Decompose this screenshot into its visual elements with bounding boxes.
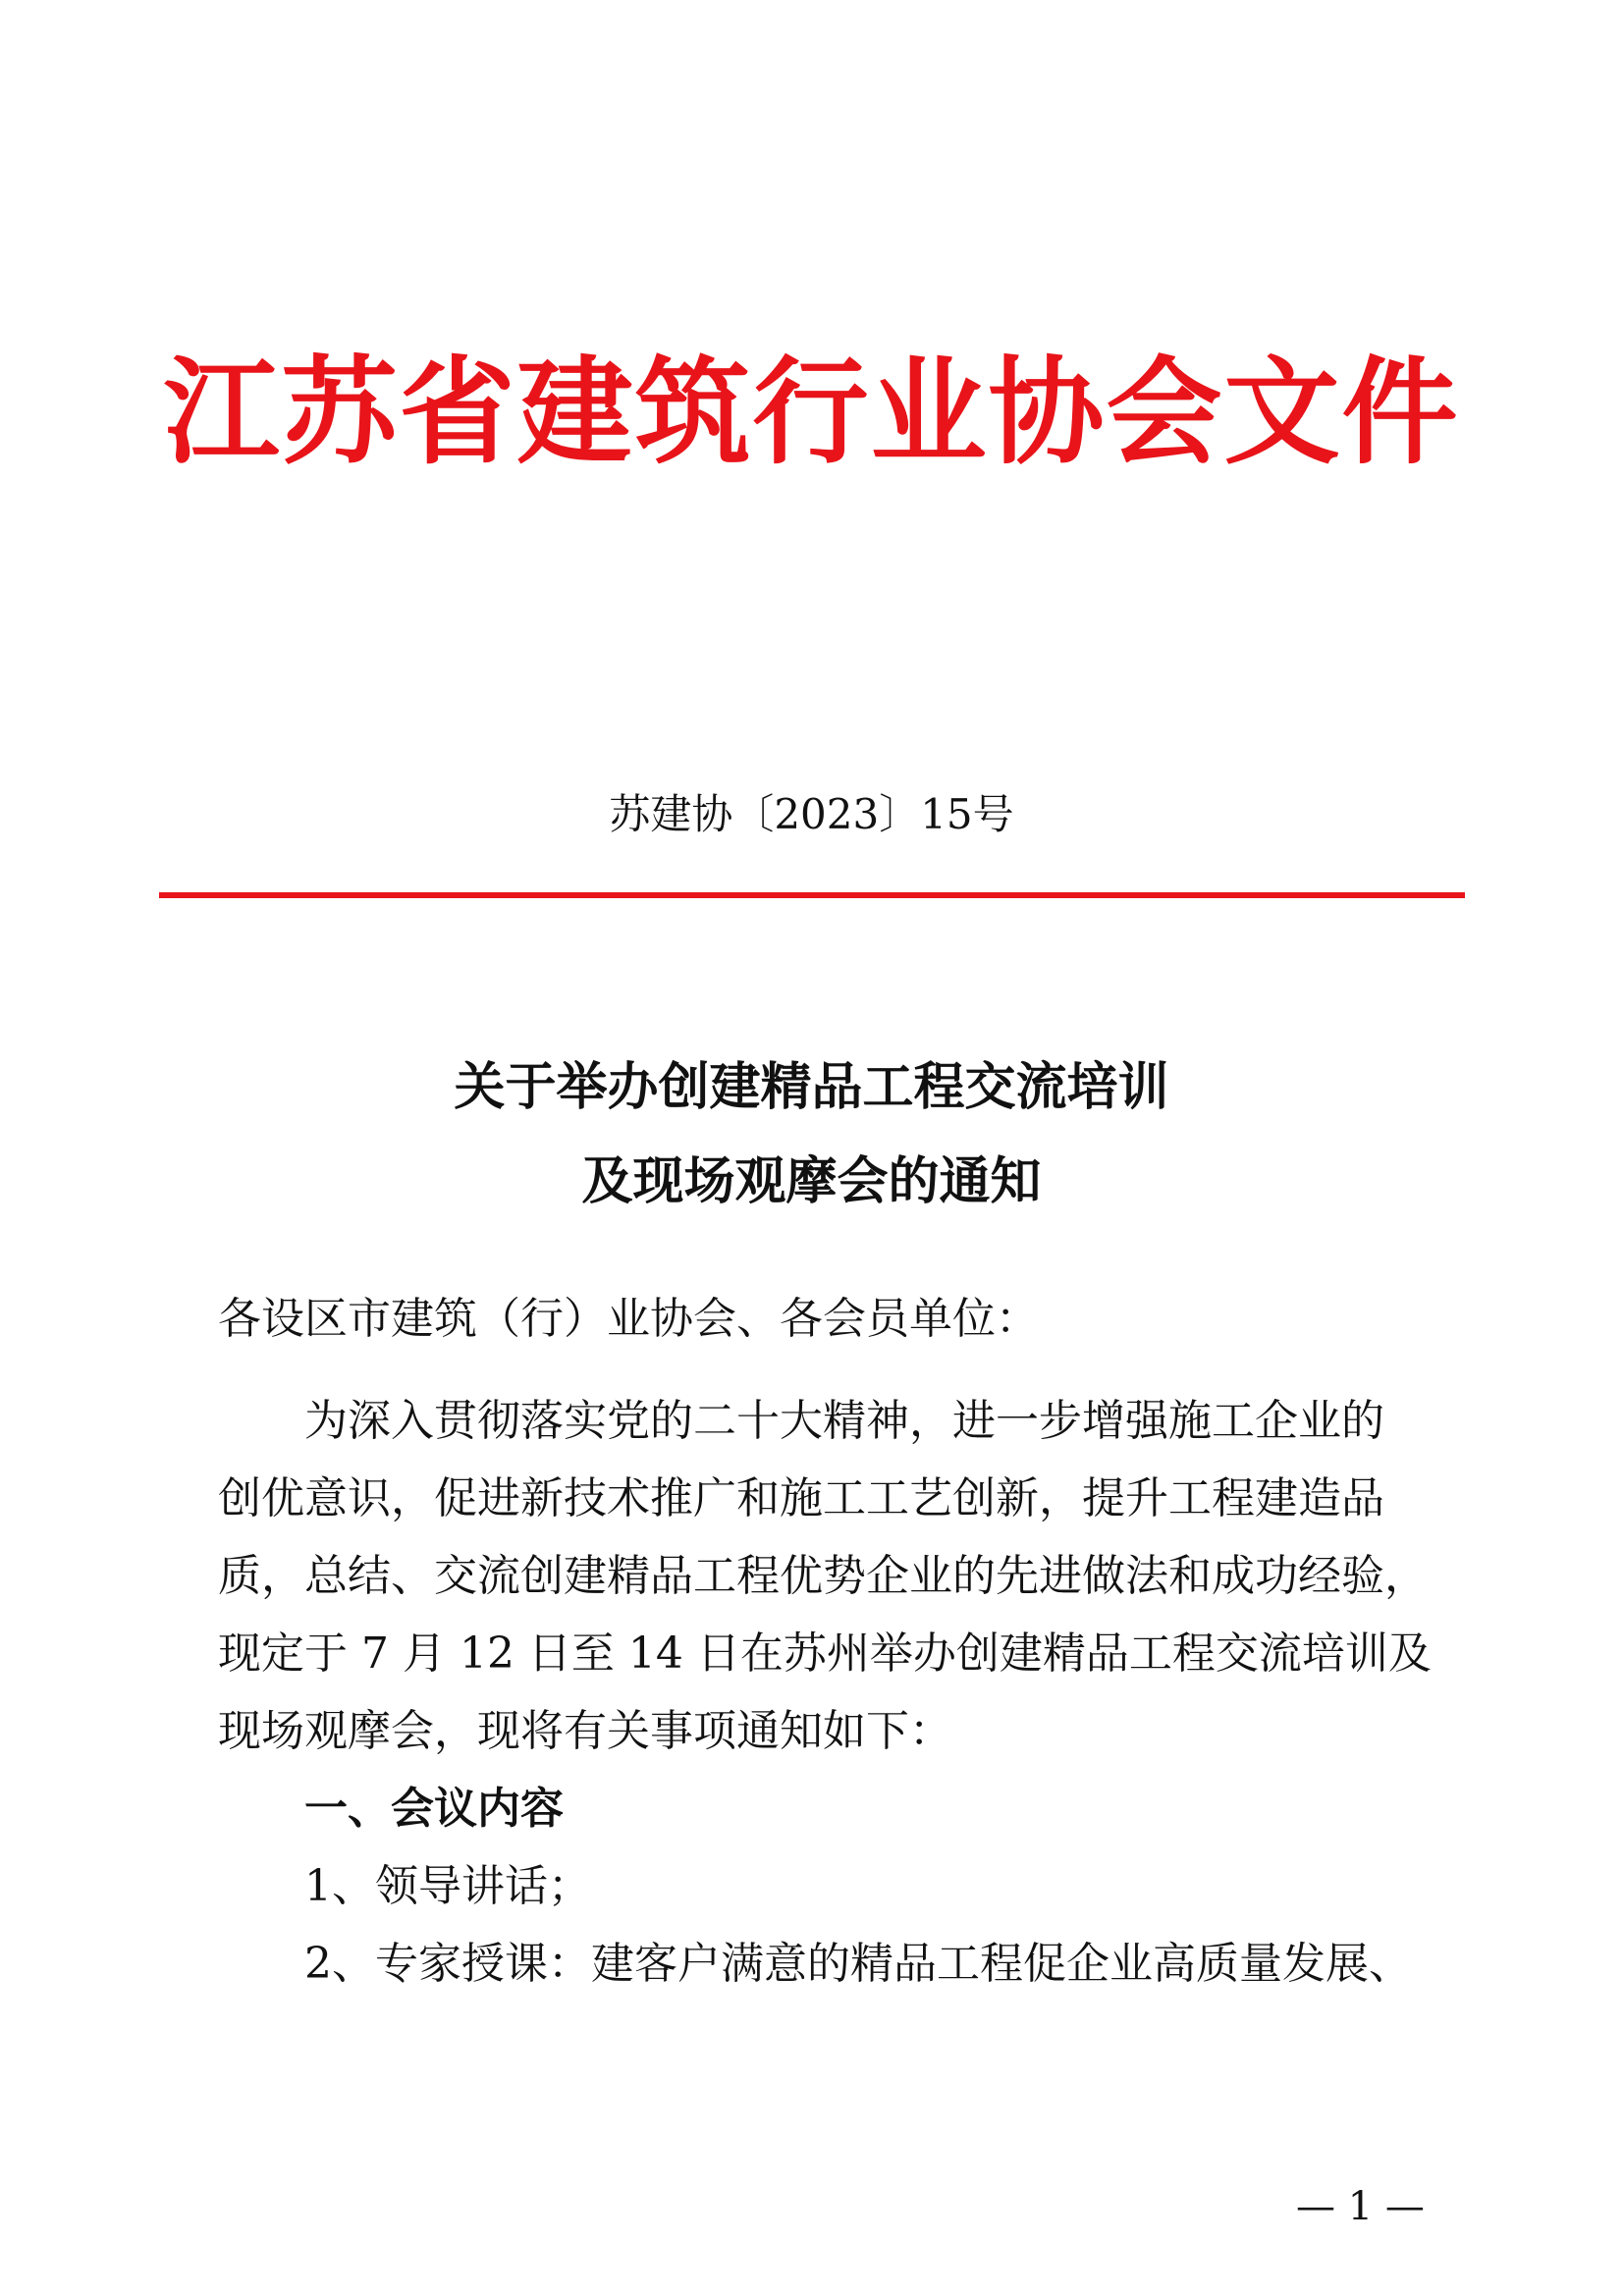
notice-title-line-2: 及现场观摩会的通知 [581,1151,1042,1211]
salutation: 各设区市建筑（行）业协会、各会员单位： [218,1294,1039,1344]
paragraph-line: 质，总结、交流创建精品工程优势企业的先进做法和成功经验， [218,1551,1428,1601]
section-heading-meeting-content: 一、会议内容 [304,1784,564,1834]
paragraph-line: 为深入贯彻落实党的二十大精神，进一步增强施工企业的 [304,1396,1384,1446]
document-masthead: 江苏省建筑行业协会文件 [163,345,1460,480]
paragraph-line: 创优意识，促进新技术推广和施工工艺创新，提升工程建造品 [218,1473,1384,1523]
list-item: 1、领导讲话； [304,1861,591,1911]
page-number: — 1 — [1296,2184,1425,2229]
paragraph-line: 现定于 7 月 12 日至 14 日在苏州举办创建精品工程交流培训及 [218,1629,1432,1679]
red-divider-rule [159,892,1465,898]
notice-title-line-1: 关于举办创建精品工程交流培训 [454,1057,1169,1117]
list-item: 2、专家授课：建客户满意的精品工程促企业高质量发展、 [304,1939,1412,1989]
paragraph-line: 现场观摩会，现将有关事项通知如下： [218,1706,952,1756]
document-number: 苏建协〔2023〕15号 [609,790,1014,838]
